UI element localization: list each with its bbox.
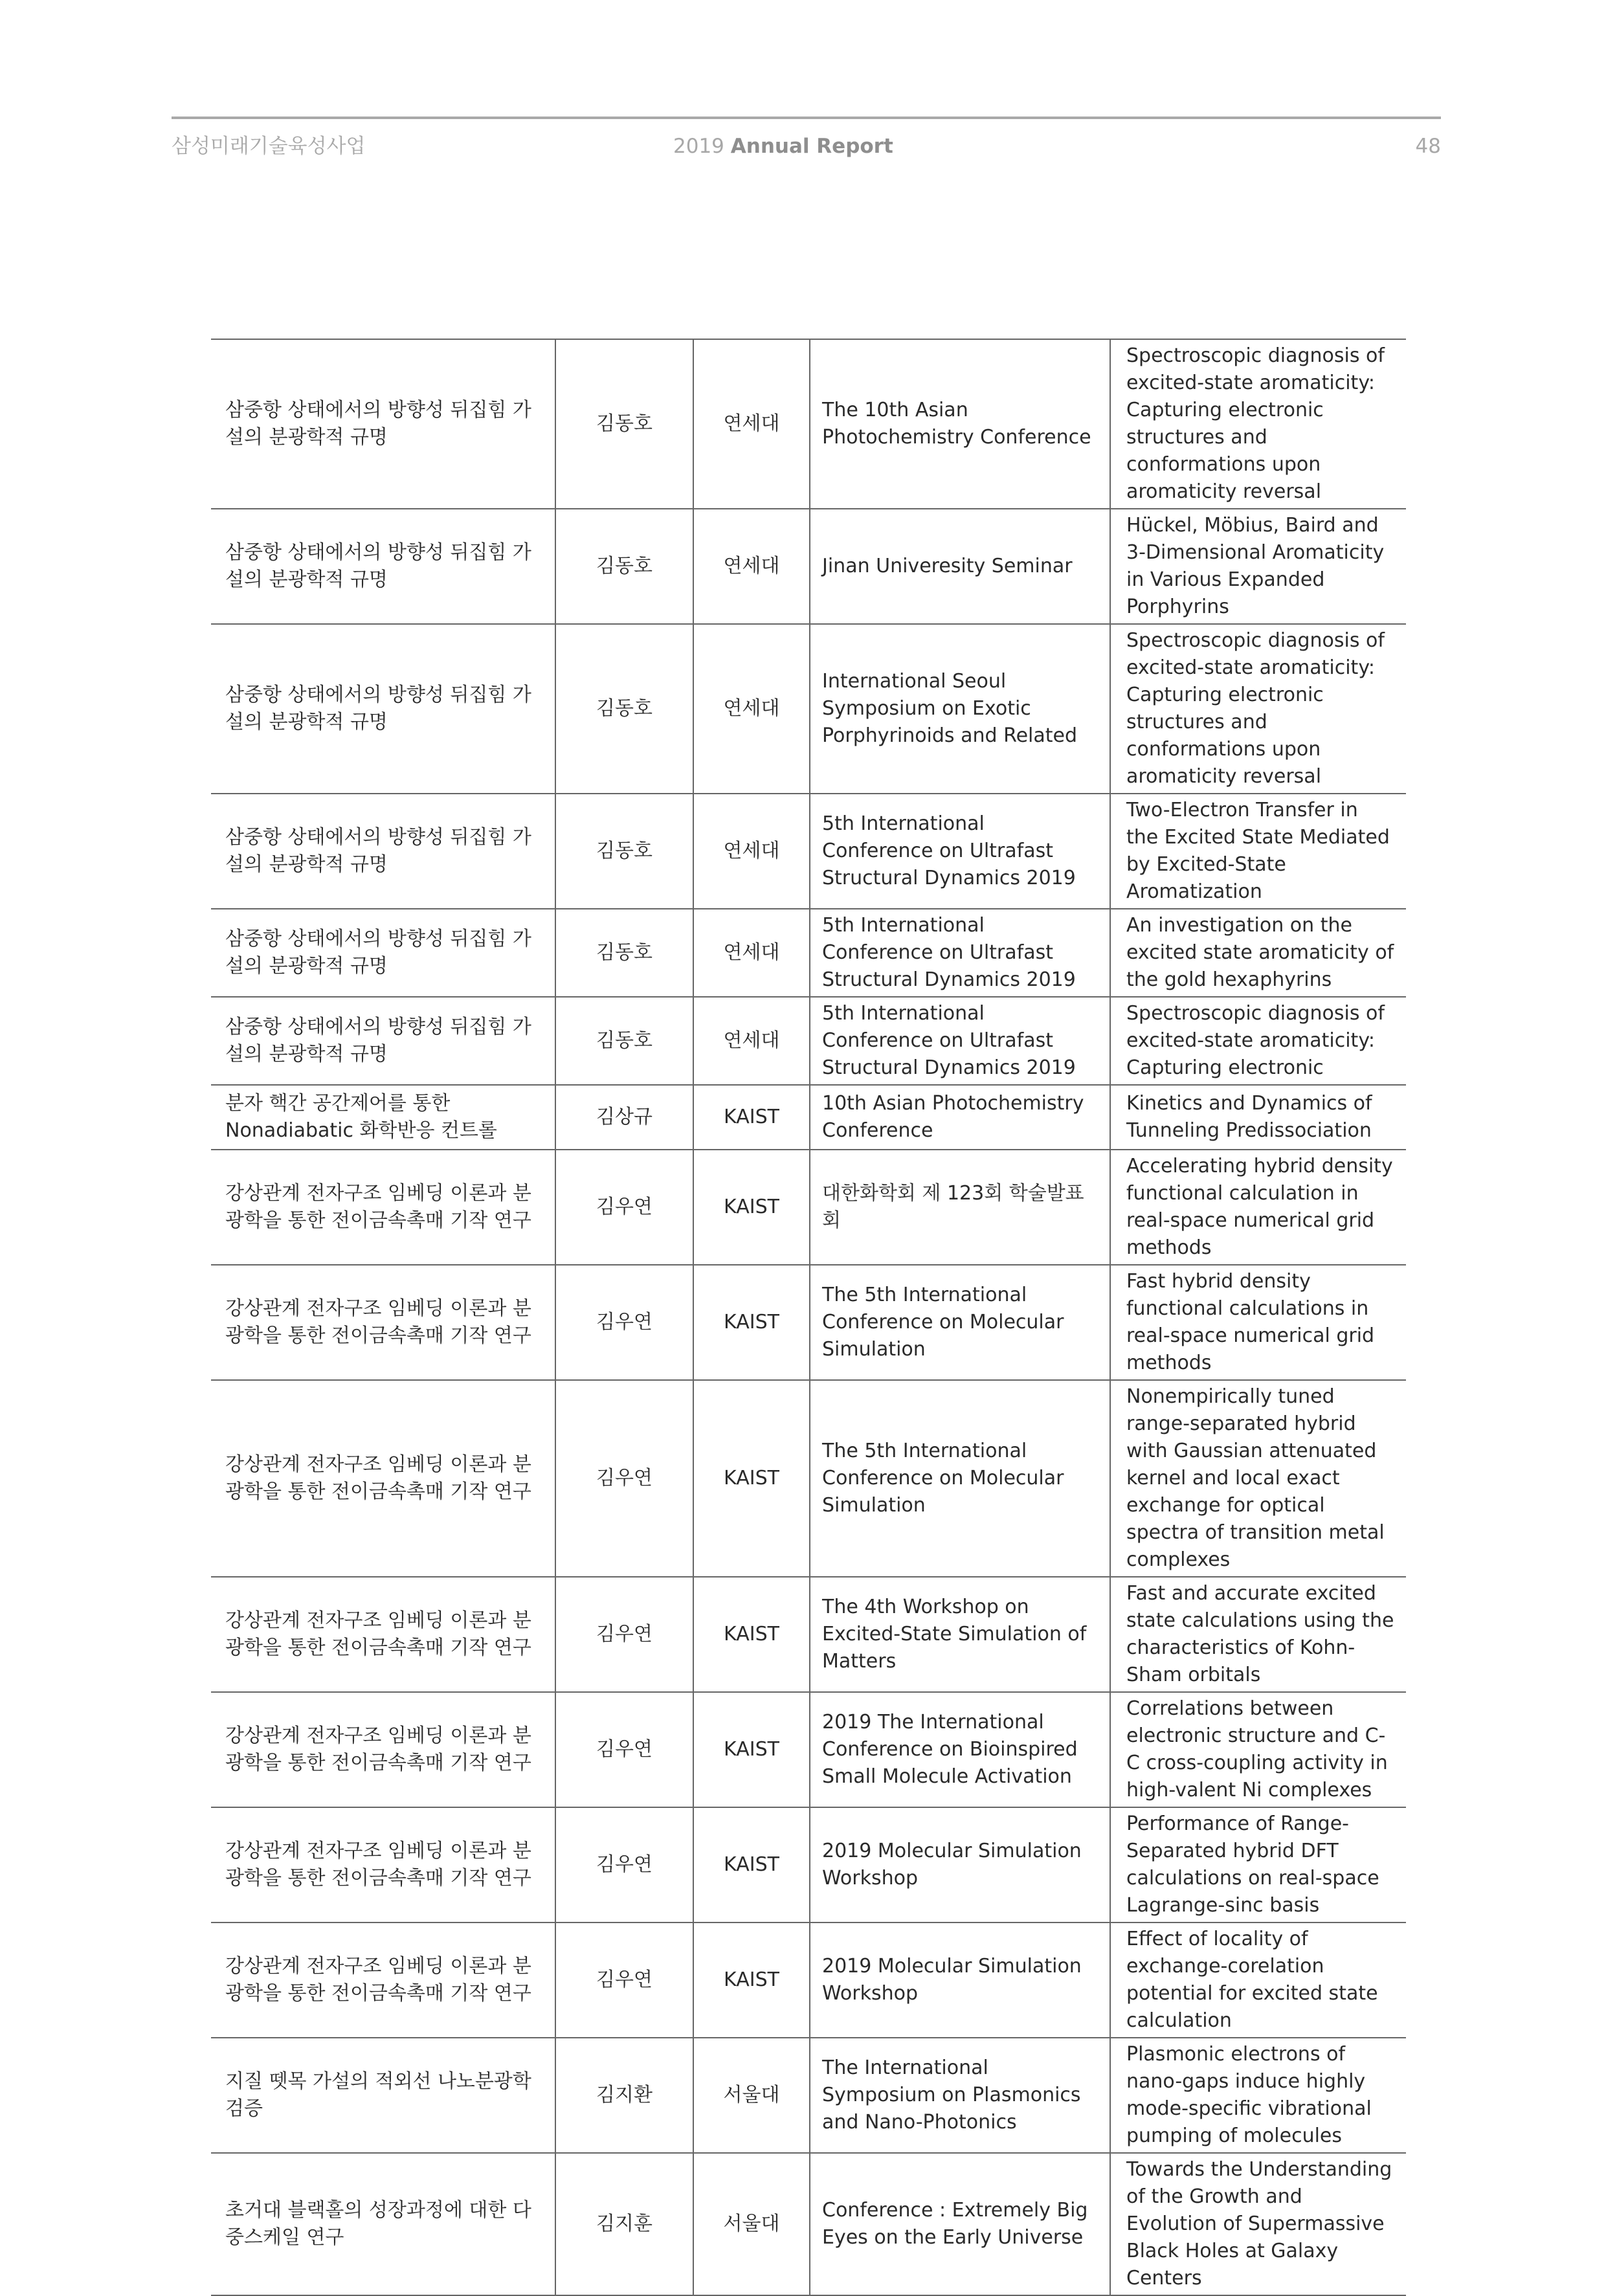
table-row <box>211 2038 1406 2153</box>
event-cell: 대한화학회 제 123회 학술발표회 <box>810 1150 1110 1265</box>
researcher-cell: 김동호 <box>555 624 693 794</box>
institution-cell: 연세대 <box>693 624 810 794</box>
event-cell: The 10th Asian Photochemistry Conference <box>810 339 1110 509</box>
presentation-title-cell: Towards the Understanding of the Growth and Evolution of Supermassive Black Holes at Galaxy Centers <box>1110 2153 1406 2295</box>
event-cell: Conference : Extremely Big Eyes on the Early Universe <box>810 2153 1110 2295</box>
event-cell: The 5th International Conference on Molecular Simulation <box>810 1265 1110 1380</box>
event-cell: 5th International Conference on Ultrafast Structural Dynamics 2019 <box>810 909 1110 997</box>
presentation-title-cell: Performance of Range-Separated hybrid DFT calculations on real-space Lagrange-sinc basis <box>1110 1807 1406 1923</box>
table-row <box>211 1923 1406 2038</box>
table-row <box>211 1577 1406 1692</box>
table-row <box>211 794 1406 909</box>
header-report: Annual Report <box>730 135 893 158</box>
presentation-table <box>211 339 1406 2296</box>
presentation-title-cell: Spectroscopic diagnosis of excited-state aromaticity: Capturing electronic <box>1110 997 1406 1085</box>
presentation-title-cell: Correlations between electronic structure and C-C cross-coupling activity in high-valent Ni complexes <box>1110 1692 1406 1807</box>
header-report-title <box>673 133 893 159</box>
table-row <box>211 2153 1406 2295</box>
research-topic-cell: 강상관계 전자구조 임베딩 이론과 분광학을 통한 전이금속촉매 기작 연구 <box>211 1150 555 1265</box>
researcher-cell: 김우연 <box>555 1150 693 1265</box>
table-row <box>211 1085 1406 1150</box>
institution-cell: KAIST <box>693 1577 810 1692</box>
table-row <box>211 909 1406 997</box>
research-topic-cell: 초거대 블랙홀의 성장과정에 대한 다중스케일 연구 <box>211 2153 555 2295</box>
table-row <box>211 1807 1406 1923</box>
presentation-title-cell: Accelerating hybrid density functional calculation in real-space numerical grid methods <box>1110 1150 1406 1265</box>
header-year: 2019 <box>673 135 724 158</box>
institution-cell: 연세대 <box>693 794 810 909</box>
event-cell: 2019 The International Conference on Bioinspired Small Molecule Activation <box>810 1692 1110 1807</box>
presentation-title-cell: Nonempirically tuned range-separated hybrid with Gaussian attenuated kernel and local exact exchange for optical spectra of transition metal complexes <box>1110 1380 1406 1577</box>
header-org: 삼성미래기술육성사업 <box>172 135 366 158</box>
researcher-cell: 김동호 <box>555 909 693 997</box>
event-cell: The 5th International Conference on Molecular Simulation <box>810 1380 1110 1577</box>
researcher-cell: 김동호 <box>555 794 693 909</box>
researcher-cell: 김지훈 <box>555 2153 693 2295</box>
research-topic-cell: 삼중항 상태에서의 방향성 뒤집힘 가설의 분광학적 규명 <box>211 794 555 909</box>
institution-cell: KAIST <box>693 1265 810 1380</box>
event-cell: 5th International Conference on Ultrafast Structural Dynamics 2019 <box>810 794 1110 909</box>
event-cell: 10th Asian Photochemistry Conference <box>810 1085 1110 1150</box>
table-row <box>211 509 1406 624</box>
table-row <box>211 1265 1406 1380</box>
table-row <box>211 997 1406 1085</box>
table-row <box>211 1380 1406 1577</box>
institution-cell: 서울대 <box>693 2153 810 2295</box>
institution-cell: KAIST <box>693 1807 810 1923</box>
institution-cell: 연세대 <box>693 997 810 1085</box>
presentation-title-cell: Fast hybrid density functional calculations in real-space numerical grid methods <box>1110 1265 1406 1380</box>
presentation-title-cell: Hückel, Möbius, Baird and 3-Dimensional Aromaticity in Various Expanded Porphyrins <box>1110 509 1406 624</box>
table-row <box>211 339 1406 509</box>
institution-cell: KAIST <box>693 1692 810 1807</box>
researcher-cell: 김우연 <box>555 1807 693 1923</box>
event-cell: The 4th Workshop on Excited-State Simulation of Matters <box>810 1577 1110 1692</box>
event-cell: 2019 Molecular Simulation Workshop <box>810 1923 1110 2038</box>
research-topic-cell: 삼중항 상태에서의 방향성 뒤집힘 가설의 분광학적 규명 <box>211 339 555 509</box>
presentation-title-cell: Kinetics and Dynamics of Tunneling Predissociation <box>1110 1085 1406 1150</box>
event-cell: The International Symposium on Plasmonics and Nano-Photonics <box>810 2038 1110 2153</box>
researcher-cell: 김상규 <box>555 1085 693 1150</box>
table-row <box>211 1150 1406 1265</box>
research-topic-cell: 분자 핵간 공간제어를 통한 Nonadiabatic 화학반응 컨트롤 <box>211 1085 555 1150</box>
header-rule <box>172 117 1441 119</box>
research-topic-cell: 삼중항 상태에서의 방향성 뒤집힘 가설의 분광학적 규명 <box>211 997 555 1085</box>
research-topic-cell: 삼중항 상태에서의 방향성 뒤집힘 가설의 분광학적 규명 <box>211 624 555 794</box>
presentation-title-cell: Spectroscopic diagnosis of excited-state aromaticity: Capturing electronic structures and conformations upon aromaticity reversal <box>1110 339 1406 509</box>
institution-cell: KAIST <box>693 1923 810 2038</box>
page-number: 48 <box>1415 135 1441 158</box>
research-topic-cell: 강상관계 전자구조 임베딩 이론과 분광학을 통한 전이금속촉매 기작 연구 <box>211 1807 555 1923</box>
researcher-cell: 김우연 <box>555 1923 693 2038</box>
event-cell: 5th International Conference on Ultrafast Structural Dynamics 2019 <box>810 997 1110 1085</box>
researcher-cell: 김우연 <box>555 1577 693 1692</box>
event-cell: International Seoul Symposium on Exotic Porphyrinoids and Related <box>810 624 1110 794</box>
institution-cell: 연세대 <box>693 339 810 509</box>
presentation-title-cell: Effect of locality of exchange-corelation potential for excited state calculation <box>1110 1923 1406 2038</box>
research-topic-cell: 강상관계 전자구조 임베딩 이론과 분광학을 통한 전이금속촉매 기작 연구 <box>211 1692 555 1807</box>
presentation-title-cell: Spectroscopic diagnosis of excited-state aromaticity: Capturing electronic structures and conformations upon aromaticity reversal <box>1110 624 1406 794</box>
institution-cell: KAIST <box>693 1150 810 1265</box>
researcher-cell: 김지환 <box>555 2038 693 2153</box>
research-topic-cell: 지질 뗏목 가설의 적외선 나노분광학 검증 <box>211 2038 555 2153</box>
research-topic-cell: 삼중항 상태에서의 방향성 뒤집힘 가설의 분광학적 규명 <box>211 509 555 624</box>
presentation-title-cell: An investigation on the excited state aromaticity of the gold hexaphyrins <box>1110 909 1406 997</box>
institution-cell: 연세대 <box>693 509 810 624</box>
institution-cell: KAIST <box>693 1085 810 1150</box>
table-body <box>211 339 1406 2295</box>
presentation-title-cell: Plasmonic electrons of nano-gaps induce highly mode-specific vibrational pumping of molecules <box>1110 2038 1406 2153</box>
event-cell: Jinan Univeresity Seminar <box>810 509 1110 624</box>
research-topic-cell: 강상관계 전자구조 임베딩 이론과 분광학을 통한 전이금속촉매 기작 연구 <box>211 1577 555 1692</box>
table-row <box>211 1692 1406 1807</box>
research-topic-cell: 강상관계 전자구조 임베딩 이론과 분광학을 통한 전이금속촉매 기작 연구 <box>211 1265 555 1380</box>
table-row <box>211 624 1406 794</box>
presentation-title-cell: Two-Electron Transfer in the Excited State Mediated by Excited-State Aromatization <box>1110 794 1406 909</box>
researcher-cell: 김우연 <box>555 1265 693 1380</box>
researcher-cell: 김동호 <box>555 339 693 509</box>
institution-cell: 연세대 <box>693 909 810 997</box>
researcher-cell: 김동호 <box>555 509 693 624</box>
researcher-cell: 김우연 <box>555 1380 693 1577</box>
research-topic-cell: 삼중항 상태에서의 방향성 뒤집힘 가설의 분광학적 규명 <box>211 909 555 997</box>
research-topic-cell: 강상관계 전자구조 임베딩 이론과 분광학을 통한 전이금속촉매 기작 연구 <box>211 1380 555 1577</box>
event-cell: 2019 Molecular Simulation Workshop <box>810 1807 1110 1923</box>
researcher-cell: 김동호 <box>555 997 693 1085</box>
researcher-cell: 김우연 <box>555 1692 693 1807</box>
institution-cell: 서울대 <box>693 2038 810 2153</box>
institution-cell: KAIST <box>693 1380 810 1577</box>
research-topic-cell: 강상관계 전자구조 임베딩 이론과 분광학을 통한 전이금속촉매 기작 연구 <box>211 1923 555 2038</box>
presentation-title-cell: Fast and accurate excited state calculations using the characteristics of Kohn-Sham orbitals <box>1110 1577 1406 1692</box>
